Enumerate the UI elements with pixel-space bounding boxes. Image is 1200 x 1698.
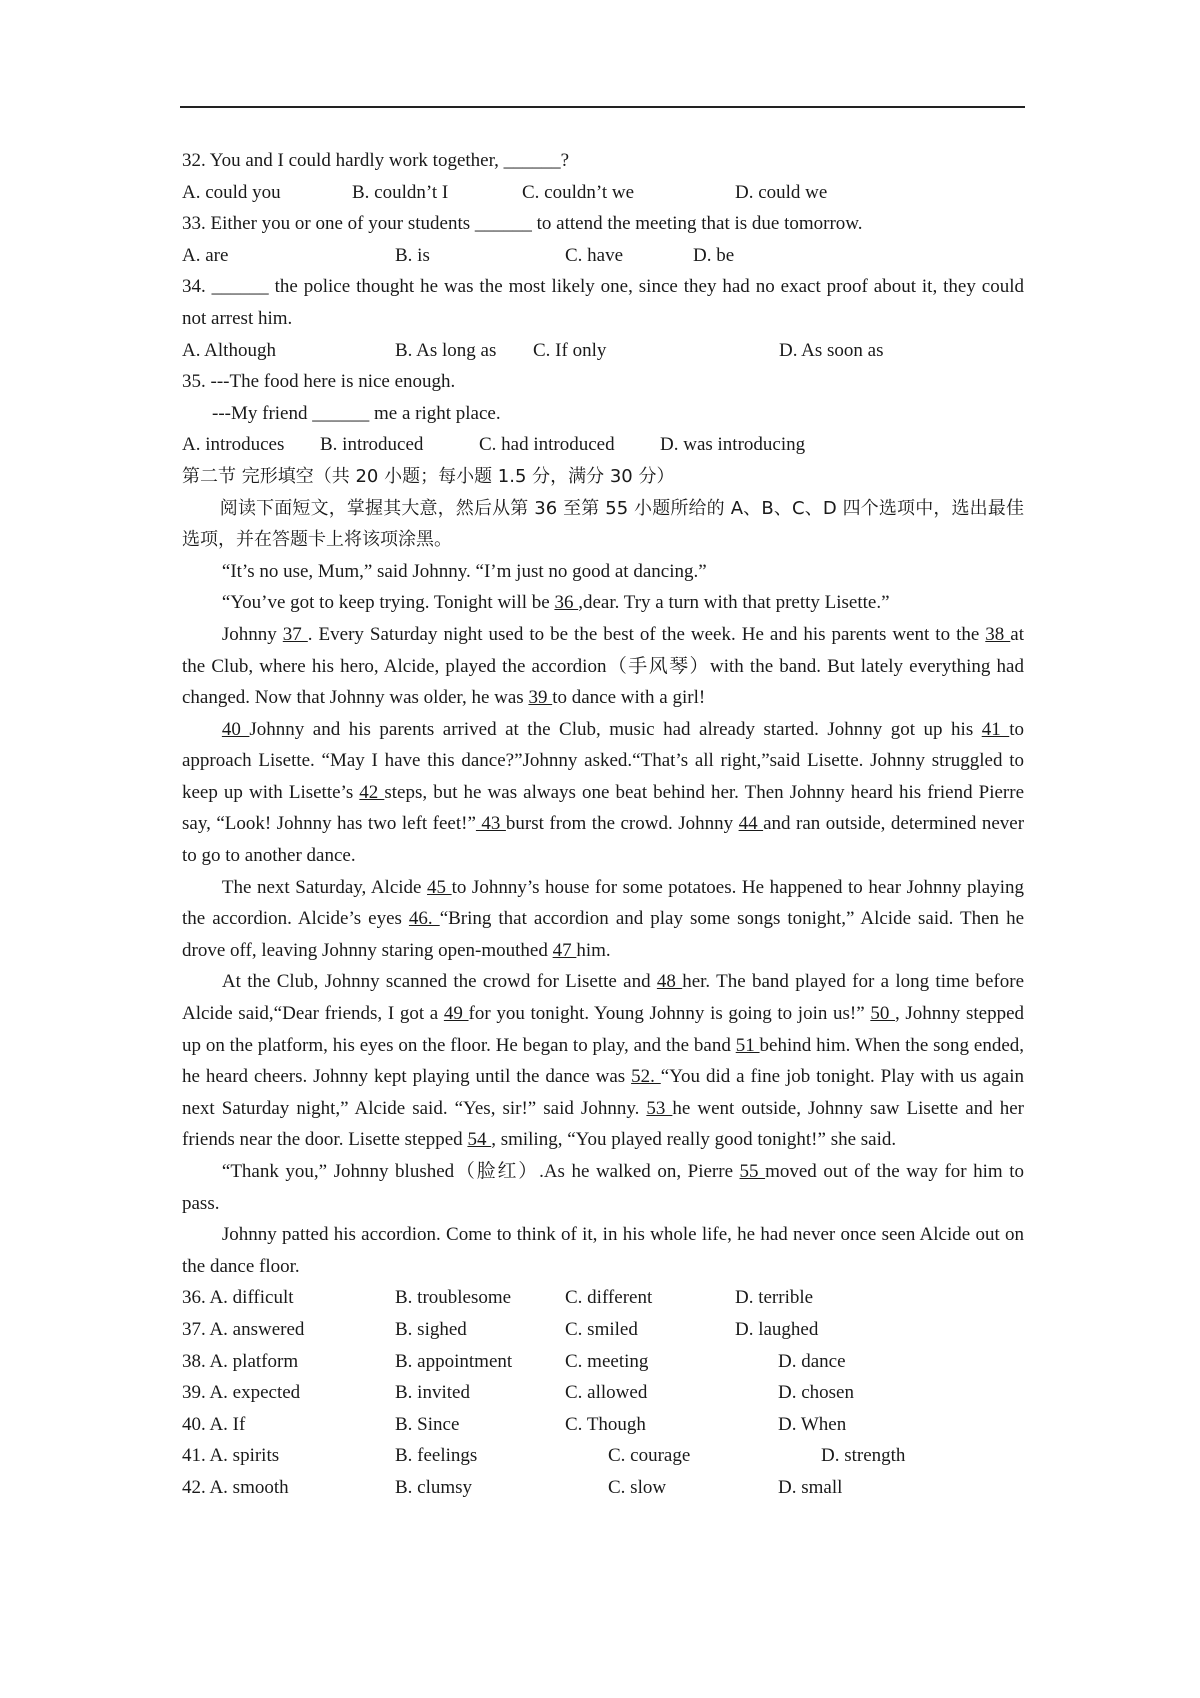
passage-paragraph-3 bbox=[182, 619, 1024, 714]
text-run: “You did a fine job tonight. Play with us again next Saturday night,” Alcide said. “Yes, sir!” said Johnny. bbox=[182, 1066, 1025, 1119]
option-c: C. smiled bbox=[565, 1318, 638, 1340]
text-run: him. bbox=[576, 939, 611, 961]
answer-row-41 bbox=[182, 1440, 1024, 1472]
text-run: to dance with a girl! bbox=[552, 687, 706, 709]
text-run: her. The band played for a long time before Alcide said,“Dear friends, I got a bbox=[182, 971, 1025, 1025]
option-a: A. Although bbox=[182, 339, 276, 361]
text-run: “You’ve got to keep trying. Tonight will be bbox=[221, 592, 555, 614]
blank-38: 38 bbox=[985, 623, 1011, 645]
text-run: burst from the crowd. Johnny bbox=[505, 813, 739, 835]
option-b: B. troublesome bbox=[395, 1287, 512, 1309]
section-instruction: 阅读下面短文，掌握其大意，然后从第 36 至第 55 小题所给的 A、B、C、D 四个选项中，选出最佳选项，并在答题卡上将该项涂黑。 bbox=[182, 497, 1024, 551]
option-a: A. are bbox=[182, 244, 229, 266]
blank-45: 45 bbox=[427, 876, 452, 898]
answer-row-37 bbox=[182, 1314, 1024, 1346]
option-a: A. could you bbox=[182, 181, 281, 203]
option-b: B. invited bbox=[395, 1382, 470, 1404]
option-c: C. meeting bbox=[565, 1350, 649, 1372]
option-d: D. chosen bbox=[778, 1382, 854, 1404]
passage-paragraph-4 bbox=[182, 714, 1024, 872]
option-b: B. is bbox=[395, 244, 430, 266]
answer-row-39 bbox=[182, 1377, 1024, 1409]
blank-40: 40 bbox=[221, 718, 250, 740]
exam-page bbox=[182, 145, 1024, 1504]
text-run: At the Club, Johnny scanned the crowd for Lisette and bbox=[221, 971, 657, 993]
option-d: D. could we bbox=[735, 181, 828, 203]
text-run: Johnny and his parents arrived at the Club, music had already started. Johnny got up his bbox=[249, 718, 982, 740]
option-c: C. couldn’t we bbox=[522, 181, 635, 203]
text-run: behind him. When the song ended, he heard cheers. Johnny kept playing until the dance was bbox=[182, 1034, 1025, 1088]
question-34-stem: 34. ______ the police thought he was the most likely one, since they had no exact proof about it, they could not arrest him. bbox=[182, 276, 1024, 329]
text-run: for you tonight. Young Johnny is going to join us!” bbox=[468, 1003, 871, 1025]
option-b: B. sighed bbox=[395, 1318, 467, 1340]
blank-46: 46. bbox=[408, 908, 440, 930]
text-run: “Thank you,” Johnny blushed（脸红）.As he walked on, Pierre bbox=[221, 1161, 740, 1182]
question-35-options bbox=[182, 429, 1024, 461]
option-d: D. When bbox=[778, 1413, 847, 1435]
section-heading: 第二节 完形填空（共 20 小题；每小题 1.5 分，满分 30 分） bbox=[182, 465, 675, 487]
option-b: B. appointment bbox=[395, 1350, 513, 1372]
passage-paragraph-7 bbox=[182, 1156, 1024, 1219]
blank-47: 47 bbox=[552, 939, 577, 961]
passage-paragraph-8: Johnny patted his accordion. Come to think of it, in his whole life, he had never once seen Alcide out on the dance floor. bbox=[182, 1224, 1024, 1277]
passage-paragraph-6 bbox=[182, 966, 1024, 1156]
blank-42: 42 bbox=[359, 781, 385, 803]
blank-54: 54 bbox=[467, 1129, 492, 1151]
header-rule bbox=[180, 106, 1025, 108]
text-run: ,dear. Try a turn with that pretty Lisette.” bbox=[578, 592, 890, 614]
text-run: steps, but he was always one beat behind her. Then Johnny heard his friend Pierre say, “Look! Johnny has two left feet!” bbox=[182, 781, 1025, 835]
option-a: 37. A. answered bbox=[182, 1318, 305, 1340]
option-d: D. strength bbox=[821, 1445, 906, 1467]
option-a: 41. A. spirits bbox=[182, 1445, 280, 1467]
blank-53: 53 bbox=[646, 1097, 673, 1119]
option-c: C. If only bbox=[533, 339, 607, 361]
option-d: D. dance bbox=[778, 1350, 846, 1372]
answer-row-42 bbox=[182, 1472, 1024, 1504]
question-33-options bbox=[182, 240, 1024, 272]
option-d: D. laughed bbox=[735, 1318, 819, 1340]
text-run: “Bring that accordion and play some songs tonight,” Alcide said. Then he drove off, leaving Johnny staring open-mouthed bbox=[182, 908, 1024, 961]
option-b: B. feelings bbox=[395, 1445, 478, 1467]
option-c: C. had introduced bbox=[479, 434, 615, 456]
option-b: B. As long as bbox=[395, 339, 497, 361]
option-c: C. Though bbox=[565, 1413, 646, 1435]
option-a: 39. A. expected bbox=[182, 1382, 301, 1404]
option-a: A. introduces bbox=[182, 434, 285, 456]
option-c: C. courage bbox=[608, 1445, 691, 1467]
passage-paragraph-1: “It’s no use, Mum,” said Johnny. “I’m just no good at dancing.” bbox=[221, 560, 707, 582]
question-34-options bbox=[182, 335, 1024, 367]
answer-row-36 bbox=[182, 1282, 1024, 1314]
option-c: C. different bbox=[565, 1287, 653, 1309]
question-35-stem-reply: ---My friend ______ me a right place. bbox=[212, 402, 501, 424]
question-32-stem: 32. You and I could hardly work together, ______? bbox=[182, 150, 570, 171]
option-d: D. was introducing bbox=[660, 434, 806, 456]
text-run: The next Saturday, Alcide bbox=[221, 876, 428, 898]
option-b: B. couldn’t I bbox=[352, 181, 449, 203]
blank-55: 55 bbox=[739, 1161, 766, 1182]
blank-41: 41 bbox=[981, 718, 1010, 740]
passage-paragraph-2 bbox=[182, 587, 1024, 619]
passage-paragraph-5 bbox=[182, 872, 1024, 967]
option-c: C. slow bbox=[608, 1476, 667, 1498]
blank-44: 44 bbox=[738, 813, 764, 835]
blank-36: 36 bbox=[554, 592, 579, 614]
option-b: B. Since bbox=[395, 1413, 460, 1435]
blank-49: 49 bbox=[443, 1003, 469, 1025]
text-run: and ran outside, determined never to go to another dance. bbox=[182, 813, 1025, 867]
question-32-options bbox=[182, 177, 1024, 209]
option-a: 40. A. If bbox=[182, 1413, 246, 1435]
text-run: he went outside, Johnny saw Lisette and her friends near the door. Lisette stepped bbox=[182, 1097, 1025, 1151]
blank-52: 52. bbox=[631, 1066, 661, 1088]
text-run: moved out of the way for him to pass. bbox=[182, 1161, 1025, 1214]
blank-37: 37 bbox=[282, 623, 308, 645]
question-33-stem: 33. Either you or one of your students ______ to attend the meeting that is due tomorrow. bbox=[182, 213, 863, 235]
option-c: C. have bbox=[565, 244, 624, 266]
option-d: D. terrible bbox=[735, 1287, 814, 1309]
option-b: B. clumsy bbox=[395, 1476, 473, 1498]
text-run: to Johnny’s house for some potatoes. He happened to hear Johnny playing the accordion. Alcide’s eyes bbox=[182, 876, 1025, 930]
text-run: to approach Lisette. “May I have this dance?”Johnny asked.“That’s all right,”said Lisette. Johnny struggled to keep up with Lisette’s bbox=[182, 718, 1025, 803]
blank-48: 48 bbox=[656, 971, 683, 993]
option-d: D. small bbox=[778, 1476, 843, 1498]
option-c: C. allowed bbox=[565, 1382, 648, 1404]
blank-39: 39 bbox=[528, 687, 553, 709]
option-b: B. introduced bbox=[320, 434, 424, 456]
text-run: at the Club, where his hero, Alcide, played the accordion（手风琴）with the band. But lately everything had changed. Now that Johnny was older, he was bbox=[182, 623, 1024, 709]
blank-43: 43 bbox=[475, 813, 506, 835]
option-a: 42. A. smooth bbox=[182, 1476, 289, 1498]
answer-row-40 bbox=[182, 1409, 1024, 1441]
question-35-stem: 35. ---The food here is nice enough. bbox=[182, 371, 456, 393]
text-run: . Every Saturday night used to be the best of the week. He and his parents went to the bbox=[307, 623, 986, 645]
text-run: Johnny bbox=[221, 623, 283, 645]
option-d: D. As soon as bbox=[779, 339, 884, 361]
option-d: D. be bbox=[693, 244, 735, 266]
option-a: 38. A. platform bbox=[182, 1350, 299, 1372]
answer-row-38 bbox=[182, 1346, 1024, 1378]
option-a: 36. A. difficult bbox=[182, 1287, 294, 1309]
blank-51: 51 bbox=[735, 1034, 760, 1056]
text-run: , Johnny stepped up on the platform, his eyes on the floor. He began to play, and the band bbox=[182, 1003, 1025, 1056]
text-run: , smiling, “You played really good tonight!” she said. bbox=[491, 1129, 897, 1151]
blank-50: 50 bbox=[870, 1003, 895, 1025]
